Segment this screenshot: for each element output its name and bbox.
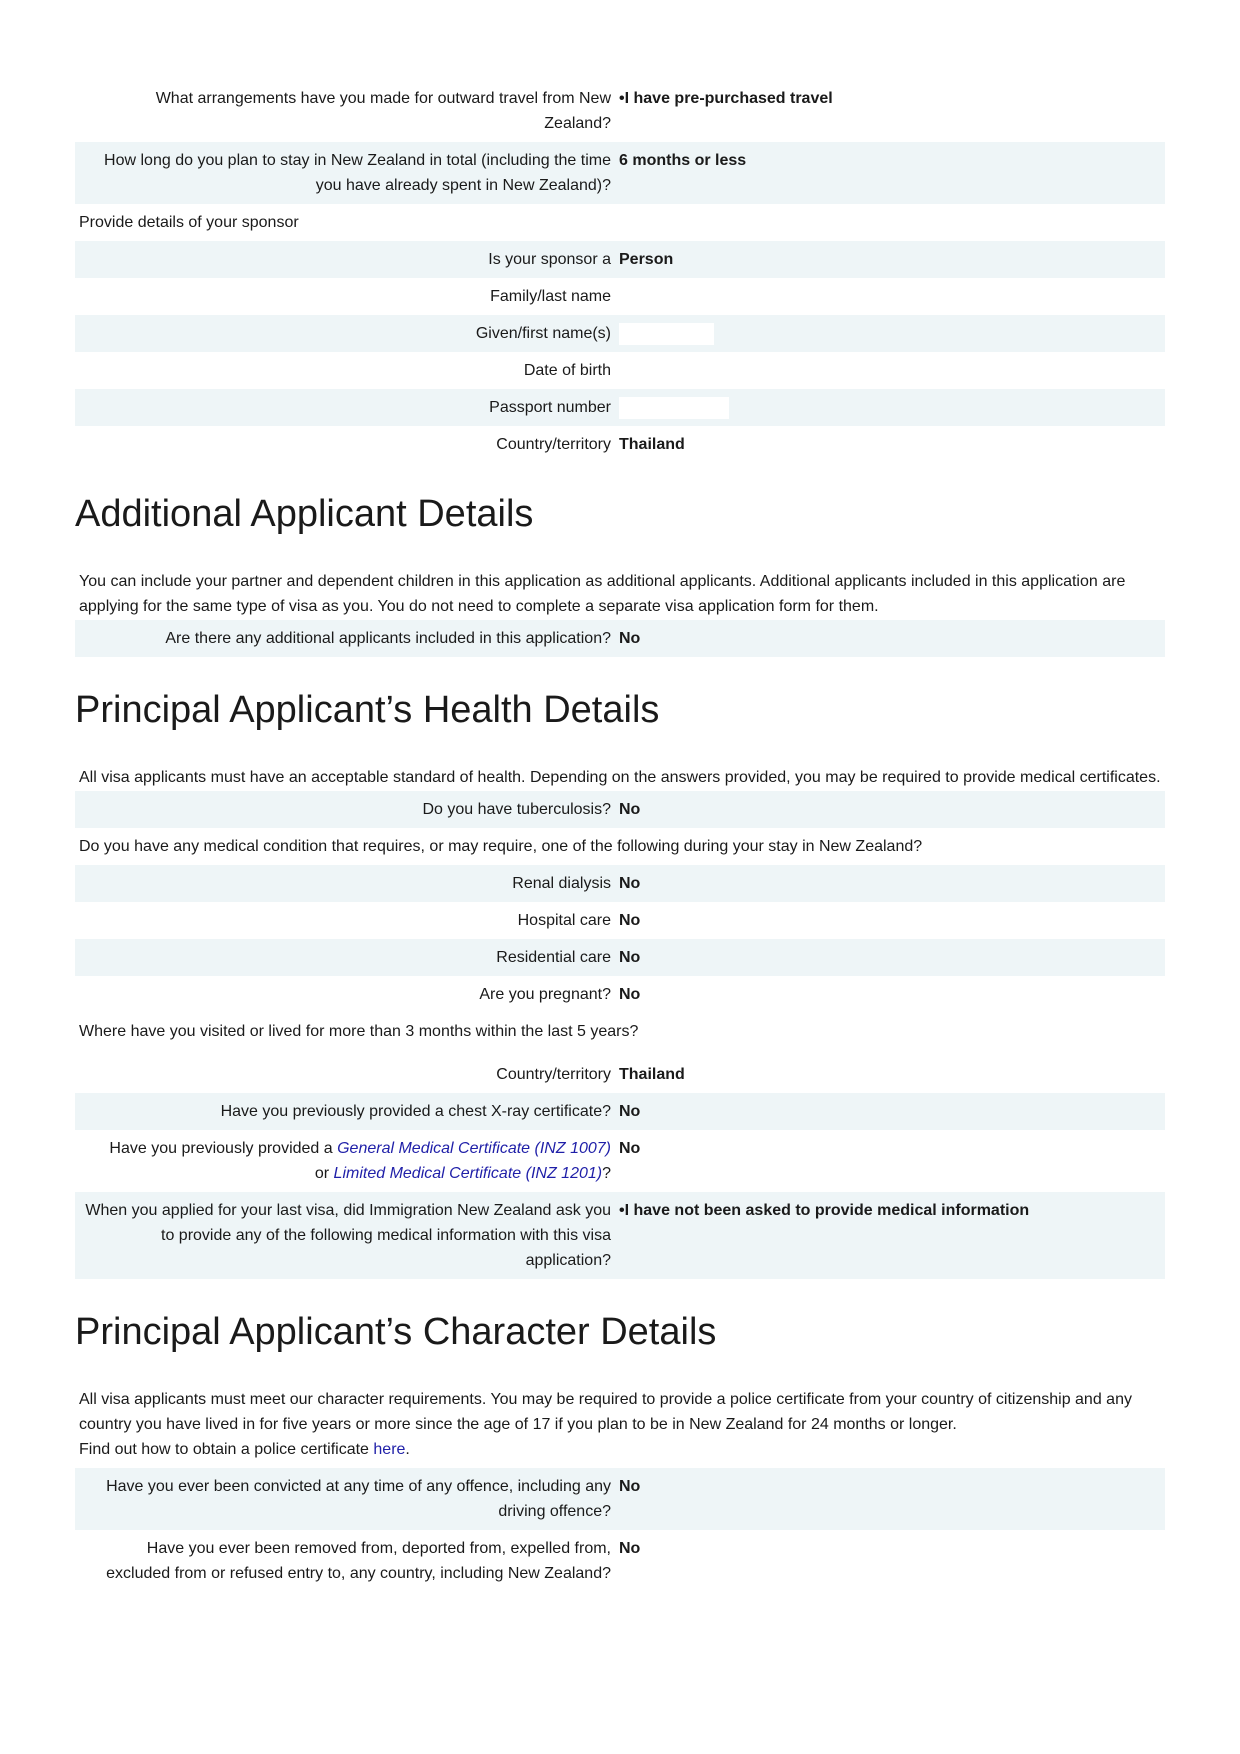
- question-label: Given/first name(s): [475, 325, 611, 342]
- medical-certificate-row: [75, 1130, 1165, 1192]
- question-text: Have you previously provided a: [109, 1140, 338, 1157]
- answer-value: Thailand: [619, 436, 685, 453]
- limited-medical-certificate-link[interactable]: Limited Medical Certificate (INZ 1201): [333, 1165, 603, 1182]
- answer-value: No: [619, 801, 641, 818]
- application-page: [75, 80, 1165, 1592]
- answer-value: No: [619, 630, 641, 647]
- health-intro: All visa applicants must have an acceptable standard of health. Depending on the answers provided, you may be required to provide medical certificates.: [79, 769, 1161, 786]
- answer-value: No: [619, 986, 641, 1003]
- question-text: or: [314, 1165, 334, 1182]
- sponsor-given-name-row: [75, 315, 1165, 352]
- police-certificate-text: Find out how to obtain a police certificate: [79, 1441, 374, 1458]
- answer-value: No: [619, 949, 641, 966]
- removed-deported-row: [75, 1530, 1165, 1592]
- sponsor-country-row: [75, 426, 1165, 463]
- character-details-title: Principal Applicant’s Character Details: [75, 1311, 717, 1353]
- redacted-value: [615, 358, 719, 383]
- question-label: How long do you plan to stay in New Zealand in total (including the time you have already spent in New Zealand)?: [104, 152, 611, 194]
- police-certificate-line: [75, 1437, 1165, 1468]
- sponsor-passport-row: [75, 389, 1165, 426]
- answer-value: No: [619, 1478, 641, 1495]
- additional-applicants-title: Additional Applicant Details: [75, 493, 534, 535]
- question-label: Are you pregnant?: [479, 986, 611, 1003]
- additional-intro: You can include your partner and dependent children in this application as additional applicants. Additional applicants included in this application are applying for the same type of visa as you. You do not need to complete a separate visa application form for them.: [79, 573, 1126, 615]
- question-label: What arrangements have you made for outward travel from New Zealand?: [155, 90, 611, 132]
- convicted-row: [75, 1468, 1165, 1530]
- sponsor-family-name-row: [75, 278, 1165, 315]
- question-label: Have you previously provided a chest X-ray certificate?: [220, 1103, 611, 1120]
- answer-value: 6 months or less: [619, 152, 747, 169]
- answer-value: • I have not been asked to provide medical information: [615, 1198, 1029, 1223]
- question-label: Country/territory: [496, 436, 611, 453]
- answer-value: No: [619, 1103, 641, 1120]
- answer-value: Thailand: [619, 1066, 685, 1083]
- redacted-value: [615, 284, 799, 309]
- answer-value: No: [619, 912, 641, 929]
- police-certificate-here-link[interactable]: here: [373, 1441, 406, 1458]
- question-label: Do you have tuberculosis?: [422, 801, 611, 818]
- outward-travel-row: [75, 80, 1165, 142]
- question-label: Country/territory: [496, 1066, 611, 1083]
- question-label: When you applied for your last visa, did Immigration New Zealand ask you to provide any of the following medical information with this visa application?: [85, 1202, 611, 1269]
- stay-length-row: [75, 142, 1165, 204]
- renal-dialysis-row: [75, 865, 1165, 902]
- police-certificate-period: .: [405, 1441, 410, 1458]
- question-label: Residential care: [496, 949, 611, 966]
- pregnant-row: [75, 976, 1165, 1013]
- answer-value: No: [619, 875, 641, 892]
- question-label: Passport number: [489, 399, 611, 416]
- answer-value: No: [619, 1540, 641, 1557]
- hospital-care-row: [75, 902, 1165, 939]
- redacted-value: [615, 321, 714, 346]
- question-label: [75, 1136, 615, 1186]
- question-text: ?: [602, 1165, 611, 1182]
- question-label: Are there any additional applicants included in this application?: [165, 630, 611, 647]
- sponsor-dob-row: [75, 352, 1165, 389]
- question-label: Have you ever been removed from, deported from, expelled from, excluded from or refused entry to, any country, including New Zealand?: [106, 1540, 611, 1582]
- sponsor-heading: Provide details of your sponsor: [79, 214, 299, 231]
- question-label: Date of birth: [523, 362, 611, 379]
- answer-value: No: [619, 1140, 641, 1157]
- question-label: Is your sponsor a: [488, 251, 611, 268]
- health-details-title: Principal Applicant’s Health Details: [75, 689, 660, 731]
- tuberculosis-row: [75, 791, 1165, 828]
- answer-value: Person: [619, 251, 674, 268]
- chest-xray-row: [75, 1093, 1165, 1130]
- question-label: Hospital care: [517, 912, 611, 929]
- question-label: Have you ever been convicted at any time of any offence, including any driving offence?: [106, 1478, 611, 1520]
- medical-condition-heading: Do you have any medical condition that requires, or may require, one of the following during your stay in New Zealand?: [79, 838, 923, 855]
- visited-country-row: [75, 1056, 1165, 1093]
- sponsor-type-row: [75, 241, 1165, 278]
- additional-applicants-row: [75, 620, 1165, 657]
- residential-care-row: [75, 939, 1165, 976]
- redacted-value: [615, 395, 729, 420]
- last-visa-medical-row: [75, 1192, 1165, 1279]
- question-label: Family/last name: [490, 288, 611, 305]
- visited-countries-heading: Where have you visited or lived for more than 3 months within the last 5 years?: [79, 1023, 639, 1040]
- character-intro: All visa applicants must meet our character requirements. You may be required to provide a police certificate from your country of citizenship and any country you have lived in for five years or more since the age of 17 if you plan to be in New Zealand for 24 months or longer.: [79, 1391, 1132, 1433]
- general-medical-certificate-link[interactable]: General Medical Certificate (INZ 1007): [337, 1140, 611, 1157]
- question-label: Renal dialysis: [512, 875, 611, 892]
- answer-value: • I have pre-purchased travel: [615, 86, 833, 111]
